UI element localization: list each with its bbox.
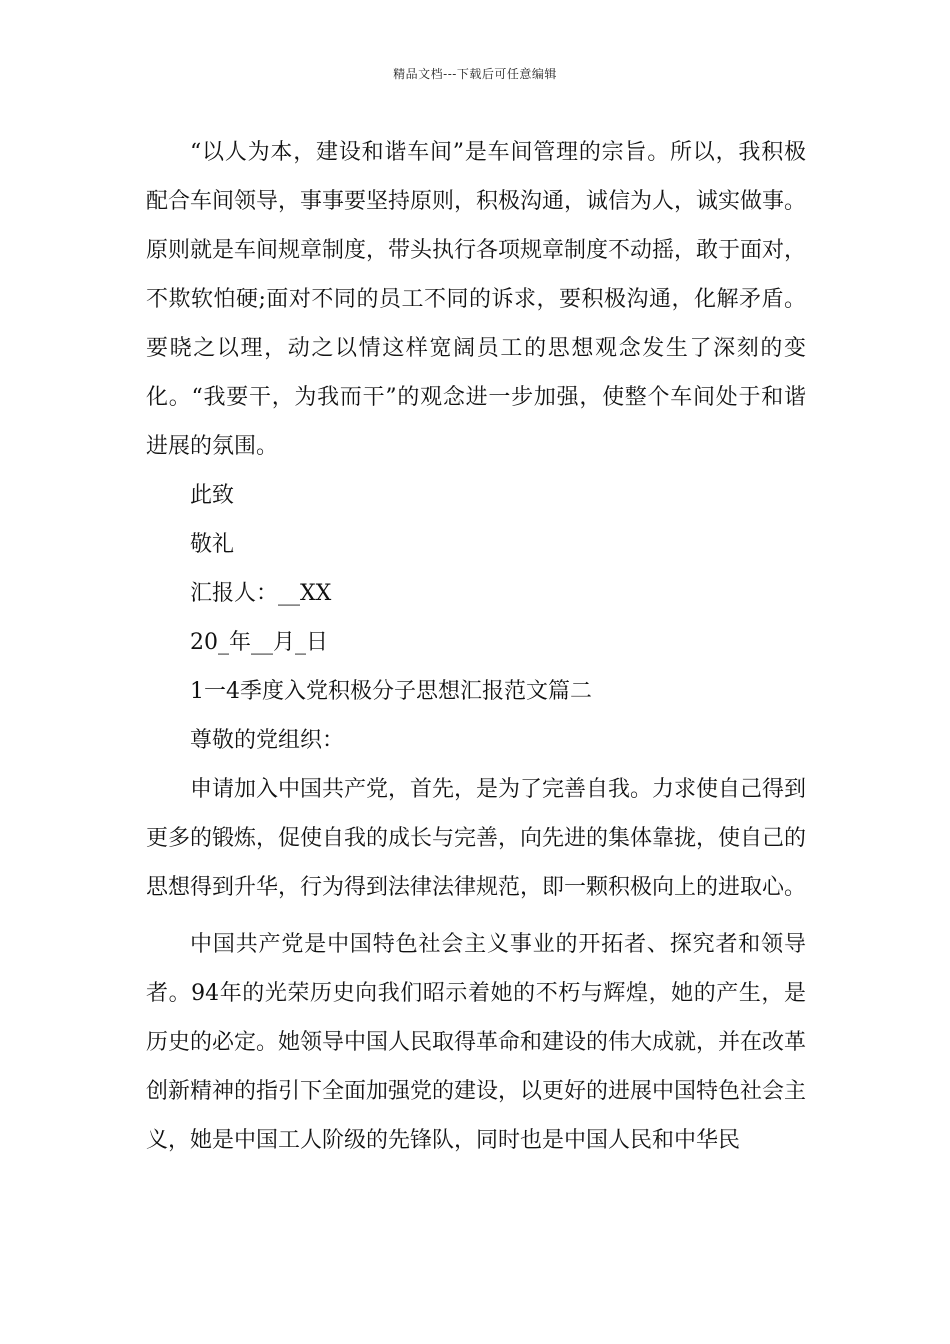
paragraph-join-party: 申请加入中国共产党，首先，是为了完善自我。力求使自己得到更多的锻炼，促使自我的成长与完善，向先进的集体靠拢，使自己的思想得到升华，行为得到法律法律规范，即一颗积极向上的进取心。 xyxy=(146,777,807,900)
section-title: 1一4季度入党积极分子思想汇报范文篇二 xyxy=(190,679,592,704)
page-header: 精品文档---下载后可任意编辑 xyxy=(393,67,557,81)
closing-cizhi: 此致 xyxy=(190,483,235,508)
closing-jingli: 敬礼 xyxy=(190,532,235,557)
paragraph-workshop-management: “以人为本，建设和谐车间”是车间管理的宗旨。所以，我积极配合车间领导，事事要坚持原则，积极沟通，诚信为人，诚实做事。原则就是车间规章制度，带头执行各项规章制度不动摇，敢于面对，不欺软怕硬;面对不同的员工不同的诉求，要积极沟通，化解矛盾。要晓之以理，动之以情这样宽阔员工的思想观念发生了深刻的变化。“我要干，为我而干”的观念进一步加强，使整个车间处于和谐进展的氛围。 xyxy=(146,140,807,459)
document-body xyxy=(146,128,806,1165)
date-line: 20_年__月_日 xyxy=(190,630,328,655)
paragraph-party-history: 中国共产党是中国特色社会主义事业的开拓者、探究者和领导者。94年的光荣历史向我们昭示着她的不朽与辉煌，她的产生，是历史的必定。她领导中国人民取得革命和建设的伟大成就，并在改革创新精神的指引下全面加强党的建设，以更好的进展中国特色社会主义，她是中国工人阶级的先锋队，同时也是中国人民和中华民 xyxy=(146,932,807,1153)
salutation: 尊敬的党组织： xyxy=(190,728,345,753)
reporter-line: 汇报人：__XX xyxy=(190,581,332,606)
